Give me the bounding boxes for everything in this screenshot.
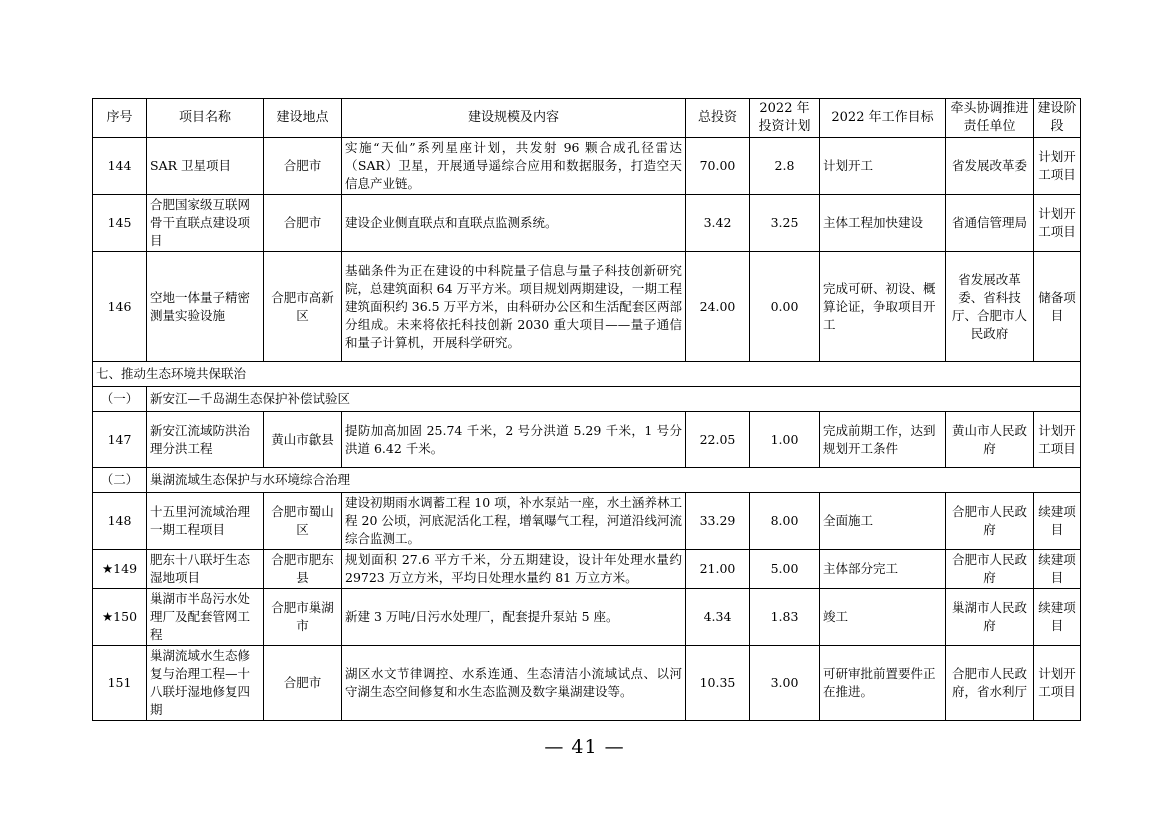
table-row [93,412,1081,468]
table-row [93,252,1081,362]
cell-unit: 省发展改革委、省科技厅、合肥市人民政府 [946,252,1034,362]
cell-unit: 巢湖市人民政府 [946,589,1034,646]
cell-location: 合肥市高新区 [264,252,342,362]
cell-plan: 5.00 [750,550,820,589]
subsection-title: 新安江—千岛湖生态保护补偿试验区 [147,387,1081,412]
cell-plan: 2.8 [750,138,820,195]
header-stage: 建设阶段 [1034,99,1081,138]
cell-content: 基础条件为正在建设的中科院量子信息与量子科技创新研究院，总建筑面积 64 万平方米。项目规划两期建设，一期工程建筑面积约 36.5 万平方米，由科研办公区和生活配套区两部分组成。未来将依托科技创新 2030 重大项目——量子通信和量子计算机，开展科学研究。 [342,252,686,362]
cell-stage: 续建项目 [1034,493,1081,550]
cell-name: 十五里河流域治理一期工程项目 [147,493,264,550]
header-name: 项目名称 [147,99,264,138]
cell-plan: 1.00 [750,412,820,468]
cell-stage: 储备项目 [1034,252,1081,362]
header-content: 建设规模及内容 [342,99,686,138]
cell-goal: 全面施工 [820,493,946,550]
subsection-title: 巢湖流域生态保护与水环境综合治理 [147,468,1081,493]
cell-name: 巢湖流域水生态修复与治理工程—十八联圩湿地修复四期 [147,646,264,721]
cell-unit: 合肥市人民政府 [946,550,1034,589]
cell-goal: 完成可研、初设、概算论证，争取项目开工 [820,252,946,362]
subsection-row [93,468,1081,493]
section-row [93,362,1081,387]
cell-goal: 完成前期工作，达到规划开工条件 [820,412,946,468]
cell-content: 提防加高加固 25.74 千米，2 号分洪道 5.29 千米，1 号分洪道 6.42 千米。 [342,412,686,468]
cell-investment: 21.00 [686,550,750,589]
cell-investment: 4.34 [686,589,750,646]
subsection-label: （一） [93,387,147,412]
cell-plan: 8.00 [750,493,820,550]
cell-seq: 146 [93,252,147,362]
cell-content: 规划面积 27.6 平方千米，分五期建设，设计年处理水量约29723 万立方米，平均日处理水量约 81 万立方米。 [342,550,686,589]
cell-unit: 合肥市人民政府 [946,493,1034,550]
header-row [93,99,1081,138]
header-plan-2022: 2022 年投资计划 [750,99,820,138]
cell-investment: 10.35 [686,646,750,721]
cell-location: 合肥市巢湖市 [264,589,342,646]
table-row [93,550,1081,589]
cell-name: 空地一体量子精密测量实验设施 [147,252,264,362]
table-row [93,195,1081,252]
cell-content: 实施“天仙”系列星座计划，共发射 96 颗合成孔径雷达（SAR）卫星，开展通导遥综合应用和数据服务，打造空天信息产业链。 [342,138,686,195]
cell-name: 新安江流域防洪治理分洪工程 [147,412,264,468]
cell-seq: 147 [93,412,147,468]
cell-goal: 可研审批前置要件正在推进。 [820,646,946,721]
cell-goal: 竣工 [820,589,946,646]
subsection-row [93,387,1081,412]
cell-stage: 续建项目 [1034,550,1081,589]
table-row [93,493,1081,550]
cell-plan: 3.25 [750,195,820,252]
cell-seq: ★149 [93,550,147,589]
cell-name: 肥东十八联圩生态湿地项目 [147,550,264,589]
project-table [92,98,1081,721]
cell-location: 合肥市 [264,138,342,195]
section-title: 七、推动生态环境共保联治 [93,362,1081,387]
header-location: 建设地点 [264,99,342,138]
cell-location: 合肥市蜀山区 [264,493,342,550]
cell-goal: 主体工程加快建设 [820,195,946,252]
cell-seq: 145 [93,195,147,252]
cell-location: 黄山市歙县 [264,412,342,468]
cell-stage: 计划开工项目 [1034,138,1081,195]
subsection-label: （二） [93,468,147,493]
cell-unit: 合肥市人民政府，省水利厅 [946,646,1034,721]
cell-stage: 计划开工项目 [1034,646,1081,721]
cell-unit: 省发展改革委 [946,138,1034,195]
cell-content: 建设企业侧直联点和直联点监测系统。 [342,195,686,252]
table-row [93,138,1081,195]
cell-investment: 3.42 [686,195,750,252]
header-investment: 总投资 [686,99,750,138]
cell-content: 建设初期雨水调蓄工程 10 项，补水泵站一座，水土涵养林工程 20 公顷，河底泥活化工程，增氧曝气工程，河道沿线河流综合监测工。 [342,493,686,550]
cell-name: 合肥国家级互联网骨干直联点建设项目 [147,195,264,252]
cell-stage: 续建项目 [1034,589,1081,646]
cell-investment: 22.05 [686,412,750,468]
header-goal-2022: 2022 年工作目标 [820,99,946,138]
cell-investment: 33.29 [686,493,750,550]
cell-content: 湖区水文节律调控、水系连通、生态清洁小流域试点、以河守湖生态空间修复和水生态监测及数字巢湖建设等。 [342,646,686,721]
header-lead-unit: 牵头协调推进责任单位 [946,99,1034,138]
cell-plan: 0.00 [750,252,820,362]
cell-stage: 计划开工项目 [1034,412,1081,468]
cell-name: 巢湖市半岛污水处理厂及配套管网工程 [147,589,264,646]
table-row [93,646,1081,721]
table-row [93,589,1081,646]
cell-plan: 3.00 [750,646,820,721]
cell-goal: 主体部分完工 [820,550,946,589]
page-number: — 41 — [544,736,625,758]
cell-investment: 70.00 [686,138,750,195]
cell-seq: ★150 [93,589,147,646]
cell-unit: 省通信管理局 [946,195,1034,252]
cell-stage: 计划开工项目 [1034,195,1081,252]
cell-seq: 151 [93,646,147,721]
cell-location: 合肥市 [264,195,342,252]
cell-content: 新建 3 万吨/日污水处理厂，配套提升泵站 5 座。 [342,589,686,646]
cell-seq: 148 [93,493,147,550]
header-seq: 序号 [93,99,147,138]
cell-investment: 24.00 [686,252,750,362]
cell-goal: 计划开工 [820,138,946,195]
cell-location: 合肥市 [264,646,342,721]
cell-name: SAR 卫星项目 [147,138,264,195]
cell-plan: 1.83 [750,589,820,646]
cell-location: 合肥市肥东县 [264,550,342,589]
cell-unit: 黄山市人民政府 [946,412,1034,468]
cell-seq: 144 [93,138,147,195]
